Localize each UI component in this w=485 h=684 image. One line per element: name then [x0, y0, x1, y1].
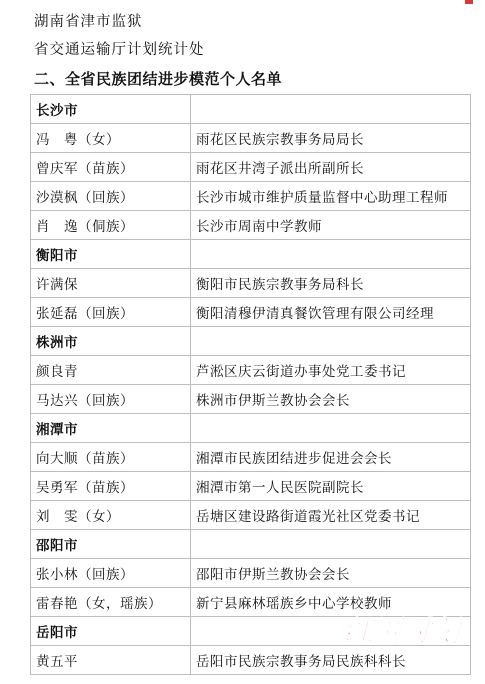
person-name: 冯 粤（女） — [31, 124, 191, 153]
person-name: 颜良青 — [31, 356, 191, 385]
person-title: 长沙市城市维护质量监督中心助理工程师 — [191, 182, 471, 211]
watermark-text: 红网时刻 — [343, 614, 460, 646]
person-name: 向大顺（苗族） — [31, 443, 191, 472]
person-name: 沙漠枫（回族） — [31, 182, 191, 211]
person-title: 衡阳清穆伊清真餐饮管理有限公司经理 — [191, 298, 471, 327]
region-name: 长沙市 — [31, 95, 191, 124]
person-name: 吴勇军（苗族） — [31, 472, 191, 501]
person-name: 张延磊（回族） — [31, 298, 191, 327]
top-edge-mark — [465, 0, 473, 4]
table-row — [31, 356, 471, 385]
person-name: 肖 逸（侗族） — [31, 211, 191, 240]
table-row — [31, 269, 471, 298]
unit-line-transport: 省交通运输厅计划统计处 — [34, 42, 205, 58]
person-name: 马达兴（回族） — [31, 385, 191, 414]
person-name: 张小林（回族） — [31, 559, 191, 588]
person-title: 岳阳市民族宗教事务局民族科科长 — [191, 646, 471, 675]
table-row — [31, 124, 471, 153]
person-title: 雨花区民族宗教事务局局长 — [191, 124, 471, 153]
person-name: 许满保 — [31, 269, 191, 298]
person-name: 刘 雯（女） — [31, 501, 191, 530]
region-row — [31, 95, 471, 124]
person-title: 长沙市周南中学教师 — [191, 211, 471, 240]
region-empty-cell — [191, 530, 471, 559]
watermark-logo — [312, 612, 462, 646]
table-row — [31, 385, 471, 414]
unit-line-prison: 湖南省津市监狱 — [34, 14, 143, 30]
person-name: 黄五平 — [31, 646, 191, 675]
section-heading: 二、全省民族团结进步模范个人名单 — [34, 70, 283, 88]
region-name: 岳阳市 — [31, 617, 191, 646]
table-row — [31, 153, 471, 182]
region-name: 株洲市 — [31, 327, 191, 356]
region-row — [31, 240, 471, 269]
table-row — [31, 298, 471, 327]
person-title: 雨花区井湾子派出所副所长 — [191, 153, 471, 182]
table-row — [31, 501, 471, 530]
region-name: 湘潭市 — [31, 414, 191, 443]
person-title: 株洲市伊斯兰教协会会长 — [191, 385, 471, 414]
region-empty-cell — [191, 95, 471, 124]
region-empty-cell — [191, 414, 471, 443]
person-title: 湘潭市第一人民医院副院长 — [191, 472, 471, 501]
person-title: 芦淞区庆云街道办事处党工委书记 — [191, 356, 471, 385]
table-row — [31, 646, 471, 675]
region-row — [31, 414, 471, 443]
table-row — [31, 182, 471, 211]
region-row — [31, 530, 471, 559]
person-title: 湘潭市民族团结进步促进会会长 — [191, 443, 471, 472]
person-title: 衡阳市民族宗教事务局科长 — [191, 269, 471, 298]
person-title: 岳塘区建设路街道霞光社区党委书记 — [191, 501, 471, 530]
region-empty-cell — [191, 327, 471, 356]
person-name: 雷春艳（女，瑶族） — [31, 588, 191, 617]
person-title: 邵阳市伊斯兰教协会会长 — [191, 559, 471, 588]
person-name: 曾庆军（苗族） — [31, 153, 191, 182]
table-row — [31, 443, 471, 472]
person-title: 新宁县麻林瑶族乡中心学校教师 — [191, 588, 471, 617]
region-name: 衡阳市 — [31, 240, 191, 269]
region-name: 邵阳市 — [31, 530, 191, 559]
table-row — [31, 472, 471, 501]
roster-table — [30, 94, 471, 675]
table-row — [31, 211, 471, 240]
region-empty-cell — [191, 240, 471, 269]
table-row — [31, 559, 471, 588]
region-row — [31, 327, 471, 356]
